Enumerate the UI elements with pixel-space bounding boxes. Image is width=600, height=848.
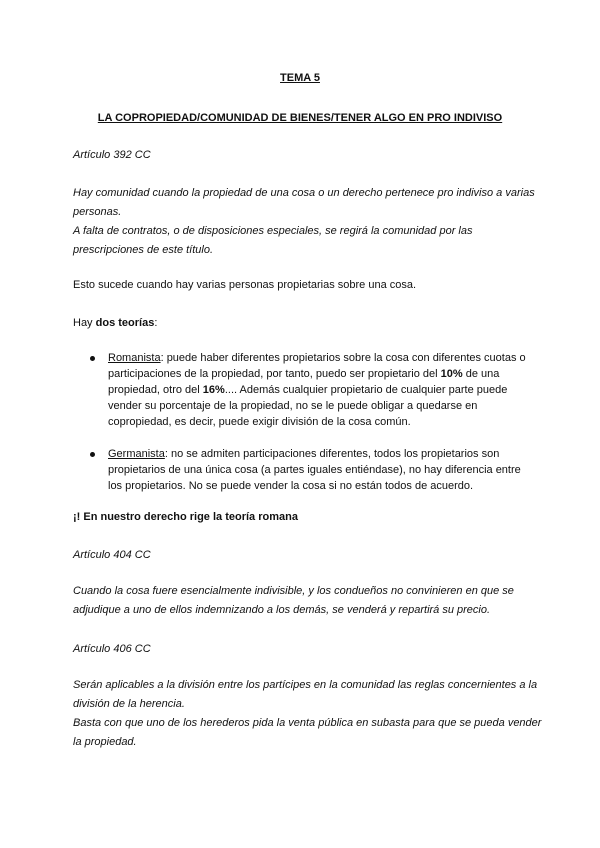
- article-404-text: Cuando la cosa fuere esencialmente indivisible, y los condueños no convinieren en que se adjudique a uno de ellos indemnizando a los demás, se venderá y repartirá su precio.: [73, 585, 514, 616]
- article-406-paragraph-2: Basta con que uno de los herederos pida la venta pública en subasta para que se pueda vender la propiedad.: [73, 717, 542, 748]
- romanista-text-3: .... Además cualquier propietario de cualquier parte puede vender su porcentaje de la propiedad, no se le puede obligar a quedarse en copropiedad, es decir, puede exigir división de la cosa común.: [108, 384, 508, 428]
- article-404-heading: Artículo 404 CC: [73, 549, 151, 561]
- teorias-bold: dos teorías: [95, 317, 155, 329]
- bullet-icon: [90, 356, 95, 361]
- article-392-paragraph-2: A falta de contratos, o de disposiciones especiales, se regirá la comunidad por las prescripciones de este título.: [73, 225, 473, 256]
- list-item-romanista: [90, 350, 530, 430]
- list-item-germanista: [90, 446, 530, 494]
- germanista-term: Germanista: [108, 448, 165, 460]
- highlight-statement: ¡! En nuestro derecho rige la teoría romana: [73, 511, 298, 523]
- romanista-bold-1: 10%: [440, 368, 463, 380]
- article-392-paragraph-1: Hay comunidad cuando la propiedad de una cosa o un derecho pertenece pro indiviso a varias personas.: [73, 187, 535, 218]
- tema-heading: TEMA 5: [280, 72, 320, 84]
- document-title: LA COPROPIEDAD/COMUNIDAD DE BIENES/TENER ALGO EN PRO INDIVISO: [97, 112, 503, 124]
- article-392-text: [73, 184, 543, 260]
- romanista-term: Romanista: [108, 352, 161, 364]
- bullet-icon: [90, 452, 95, 457]
- romanista-list: [90, 350, 530, 430]
- germanista-list: [90, 446, 530, 494]
- teorias-suffix: :: [154, 317, 158, 329]
- romanista-text-1: : puede haber diferentes propietarios sobre la cosa con diferentes cuotas o participaciones de la propiedad, por tanto, puedo ser propietario del: [108, 352, 526, 380]
- teorias-prefix: Hay: [73, 317, 96, 329]
- teorias-line: [73, 314, 543, 333]
- article-406-text: [73, 676, 543, 752]
- article-406-heading: Artículo 406 CC: [73, 643, 151, 655]
- germanista-text: : no se admiten participaciones diferentes, todos los propietarios son propietarios de una única cosa (a partes iguales entiéndase), no hay diferencia entre los propietarios. No se puede vender la cosa si no están todos de acuerdo.: [108, 448, 521, 492]
- article-406-paragraph-1: Serán aplicables a la división entre los partícipes en la comunidad las reglas concernientes a la división de la herencia.: [73, 679, 538, 710]
- article-392-heading: Artículo 392 CC: [73, 149, 151, 161]
- intro-paragraph: Esto sucede cuando hay varias personas propietarias sobre una cosa.: [73, 279, 417, 291]
- romanista-text-2: de una propiedad, otro del: [108, 368, 500, 396]
- romanista-bold-2: 16%: [202, 384, 225, 396]
